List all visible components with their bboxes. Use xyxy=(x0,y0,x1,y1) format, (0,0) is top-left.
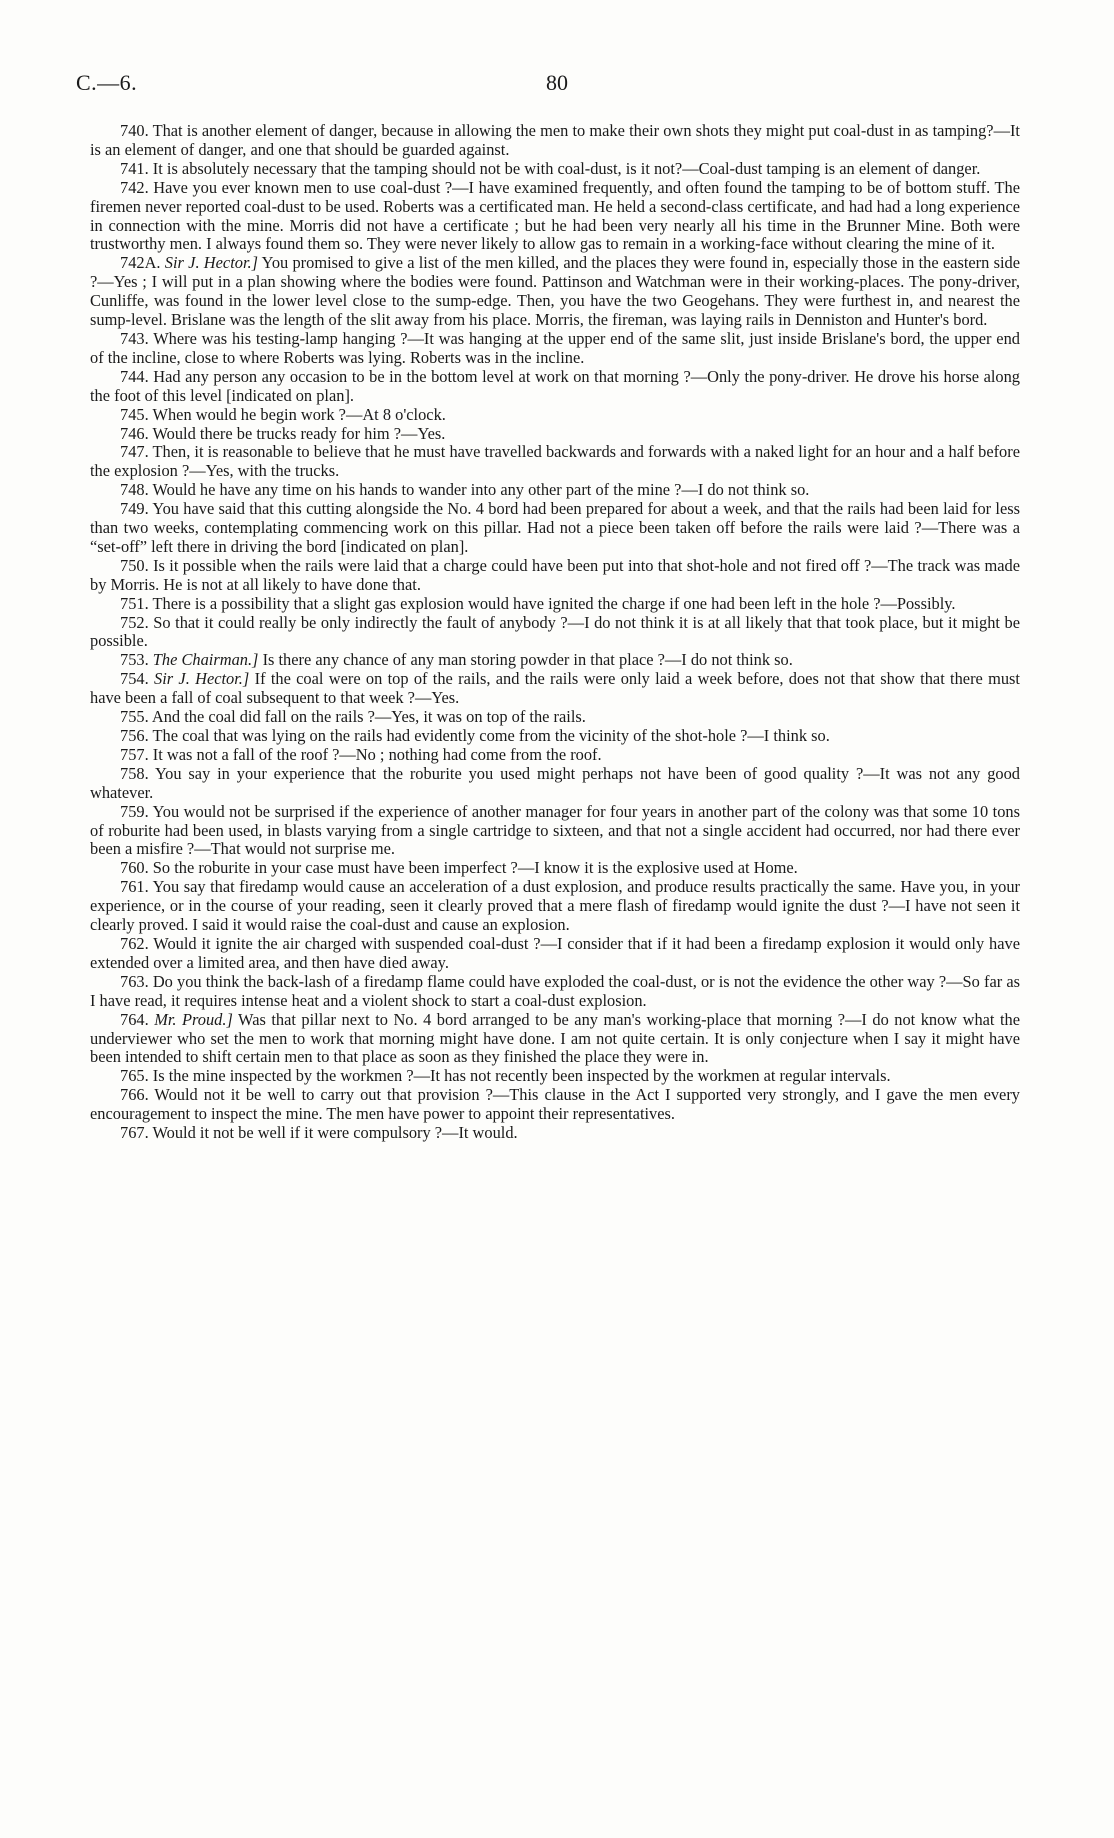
question-number: 765. xyxy=(120,1066,149,1086)
testimony-paragraph xyxy=(90,803,1020,860)
question-answer-text: So the roburite in your case must have been imperfect ?—I know it is the explosive used at Home. xyxy=(152,858,798,878)
question-number: 752. xyxy=(120,612,149,632)
testimony-paragraph xyxy=(90,179,1020,255)
speaker-name: Mr. Proud.] xyxy=(154,1009,233,1029)
question-answer-text: You promised to give a list of the men killed, and the places they were found in, especially those in the eastern side ?—Yes ; I will put in a plan showing where the bodies were found. Pattinson and Watchman were in their working-places. The pony-driver, Cunliffe, was found in the lower level close to the sump-edge. Then, you have the two Geogehans. They were furthest in, and nearest the sump-level. Brislane was the length of the slit away from his place. Morris, the fireman, was laying rails in Denniston and Hunter's bord. xyxy=(90,253,1020,330)
testimony-paragraph xyxy=(90,670,1020,708)
question-answer-text: You would not be surprised if the experience of another manager for four years in another part of the colony was that some 10 tons of roburite had been used, in blasts varying from a single cartridge to sixteen, and that not a single accident had occurred, nor had there ever been a misfire ?—That would not surprise me. xyxy=(90,801,1020,859)
testimony-paragraph xyxy=(90,935,1020,973)
question-number: 740. xyxy=(120,121,149,140)
question-answer-text: You say that firedamp would cause an acceleration of a dust explosion, and produce results practically the same. Have you, in your experience, or in the course of your reading, seen it clearly proved that a mere flash of firedamp would ignite the dust ?—I have not seen it clearly proved. I said it would raise the coal-dust and cause an explosion. xyxy=(90,877,1020,935)
question-answer-text: Would it ignite the air charged with suspended coal-dust ?—I consider that if it had been a firedamp explosion it would only have extended over a limited area, and then have died away. xyxy=(90,933,1020,972)
speaker-name: The Chairman.] xyxy=(152,650,259,670)
speaker-name: Sir J. Hector.] xyxy=(154,669,250,689)
question-number: 742A. xyxy=(120,253,161,273)
question-number: 756. xyxy=(120,726,149,745)
question-answer-text: The coal that was lying on the rails had evidently come from the vicinity of the shot-hole ?—I think so. xyxy=(152,726,830,745)
question-number: 759. xyxy=(120,801,149,821)
question-answer-text: Where was his testing-lamp hanging ?—It was hanging at the upper end of the same slit, just inside Brislane's bord, the upper end of the incline, close to where Roberts was lying. Roberts was in the incline. xyxy=(90,328,1020,367)
question-number: 755. xyxy=(120,707,149,727)
question-number: 748. xyxy=(120,480,149,500)
question-number: 751. xyxy=(120,593,149,613)
testimony-paragraph xyxy=(90,595,1020,614)
testimony-paragraph xyxy=(90,727,1020,746)
question-number: 763. xyxy=(120,971,149,991)
testimony-paragraph xyxy=(90,481,1020,500)
question-answer-text: You have said that this cutting alongside the No. 4 bord had been prepared for about a week, and that the rails had been laid for less than two weeks, contemplating commencing work on this pillar. Had not a piece been taken off before the rails were laid ?—There was a “set-off” left there in driving the bord [indicated on plan]. xyxy=(90,499,1020,556)
question-number: 753. xyxy=(120,650,149,670)
question-number: 741. xyxy=(120,158,149,178)
testimony-paragraph xyxy=(90,651,1020,670)
testimony-paragraph xyxy=(90,765,1020,803)
question-number: 766. xyxy=(120,1085,149,1105)
testimony-paragraph xyxy=(90,1011,1020,1068)
question-answer-text: You say in your experience that the roburite you used might perhaps not have been of good quality ?—It was not any good whatever. xyxy=(90,763,1020,802)
question-answer-text: Had any person any occasion to be in the bottom level at work on that morning ?—Only the pony-driver. He drove his horse along the foot of this level [indicated on plan]. xyxy=(90,366,1020,405)
question-answer-text: Is there any chance of any man storing powder in that place ?—I do not think so. xyxy=(262,650,793,670)
speaker-name: Sir J. Hector.] xyxy=(164,253,258,273)
question-answer-text: Is it possible when the rails were laid that a charge could have been put into that shot-hole and not fired off ?—The track was made by Morris. He is not at all likely to have done that. xyxy=(90,555,1020,594)
testimony-paragraph xyxy=(90,859,1020,878)
testimony-paragraph xyxy=(90,1067,1020,1086)
question-number: 754. xyxy=(120,669,149,689)
question-number: 767. xyxy=(120,1123,149,1143)
question-number: 743. xyxy=(120,328,149,348)
testimony-paragraph xyxy=(90,160,1020,179)
question-number: 750. xyxy=(120,555,149,575)
testimony-paragraph xyxy=(90,330,1020,368)
question-answer-text: If the coal were on top of the rails, and the rails were only laid a week before, does not that show that there must have been a fall of coal subsequent to that week ?—Yes. xyxy=(90,669,1020,708)
testimony-body xyxy=(90,122,1020,1143)
question-answer-text: Do you think the back-lash of a firedamp flame could have exploded the coal-dust, or is not the evidence the other way ?—So far as I have read, it requires intense heat and a violent shock to start a coal-dust explosion. xyxy=(90,971,1020,1010)
question-number: 744. xyxy=(120,366,149,386)
testimony-paragraph xyxy=(90,614,1020,652)
page-number: 80 xyxy=(546,70,568,95)
testimony-paragraph xyxy=(90,443,1020,481)
question-answer-text: There is a possibility that a slight gas explosion would have ignited the charge if one had been left in the hole ?—Possibly. xyxy=(152,593,956,613)
testimony-paragraph xyxy=(90,708,1020,727)
testimony-paragraph xyxy=(90,1124,1020,1143)
question-number: 745. xyxy=(120,404,149,424)
question-answer-text: Was that pillar next to No. 4 bord arranged to be any man's working-place that morning ?—I do not know what the underviewer who set the men to work that morning might have done. I am not quite certain. It is only conjecture when I say it might have been intended to shift certain men to that place as soon as they finished the place they were in. xyxy=(90,1009,1020,1067)
parliamentary-paper-reference: C.—6. xyxy=(76,70,138,95)
question-number: 758. xyxy=(120,763,149,783)
testimony-paragraph xyxy=(90,368,1020,406)
question-answer-text: That is another element of danger, because in allowing the men to make their own shots they might put coal-dust in as tamping?—It is an element of danger, and one that should be guarded against. xyxy=(90,121,1020,159)
question-answer-text: When would he begin work ?—At 8 o'clock. xyxy=(152,404,446,424)
question-answer-text: Would there be trucks ready for him ?—Yes. xyxy=(152,423,446,443)
question-number: 747. xyxy=(120,442,149,462)
question-number: 757. xyxy=(120,744,149,764)
testimony-paragraph xyxy=(90,1086,1020,1124)
question-number: 746. xyxy=(120,423,149,443)
question-answer-text: Is the mine inspected by the workmen ?—It has not recently been inspected by the workmen at regular intervals. xyxy=(152,1066,891,1086)
testimony-paragraph xyxy=(90,557,1020,595)
testimony-paragraph xyxy=(90,878,1020,935)
question-answer-text: Then, it is reasonable to believe that he must have travelled backwards and forwards with a naked light for an hour and a half before the explosion ?—Yes, with the trucks. xyxy=(90,442,1020,481)
testimony-paragraph xyxy=(90,406,1020,425)
question-answer-text: It was not a fall of the roof ?—No ; nothing had come from the roof. xyxy=(152,744,602,764)
question-answer-text: It is absolutely necessary that the tamping should not be with coal-dust, is it not?—Coal-dust tamping is an element of danger. xyxy=(152,158,981,178)
question-answer-text: Would he have any time on his hands to wander into any other part of the mine ?—I do not think so. xyxy=(152,480,810,500)
testimony-paragraph xyxy=(90,254,1020,330)
question-number: 749. xyxy=(120,499,149,519)
testimony-paragraph xyxy=(90,122,1020,160)
question-number: 742. xyxy=(120,177,149,197)
testimony-paragraph xyxy=(90,973,1020,1011)
question-answer-text: Would not it be well to carry out that provision ?—This clause in the Act I supported very strongly, and I gave the men every encouragement to inspect the mine. The men have power to appoint their representatives. xyxy=(90,1085,1020,1124)
question-answer-text: Would it not be well if it were compulsory ?—It would. xyxy=(152,1123,518,1143)
question-answer-text: And the coal did fall on the rails ?—Yes, it was on top of the rails. xyxy=(151,707,586,727)
question-number: 764. xyxy=(120,1009,149,1029)
testimony-paragraph xyxy=(90,425,1020,444)
question-number: 762. xyxy=(120,933,149,953)
question-number: 760. xyxy=(120,858,149,878)
question-number: 761. xyxy=(120,877,149,897)
question-answer-text: Have you ever known men to use coal-dust ?—I have examined frequently, and often found the tamping to be of bottom stuff. The firemen never reported coal-dust to be used. Roberts was a certificated man. He held a second-class certificate, and had had a long experience in connection with the mine. Morris did not have a certificate ; but he had been very nearly all his time in the Brunner Mine. Both were trustworthy men. I always found them so. They were never likely to allow gas to remain in a working-face without clearing the mine of it. xyxy=(90,177,1020,254)
testimony-paragraph xyxy=(90,500,1020,557)
testimony-paragraph xyxy=(90,746,1020,765)
question-answer-text: So that it could really be only indirectly the fault of anybody ?—I do not think it is at all likely that that took place, but it might be possible. xyxy=(90,612,1020,651)
